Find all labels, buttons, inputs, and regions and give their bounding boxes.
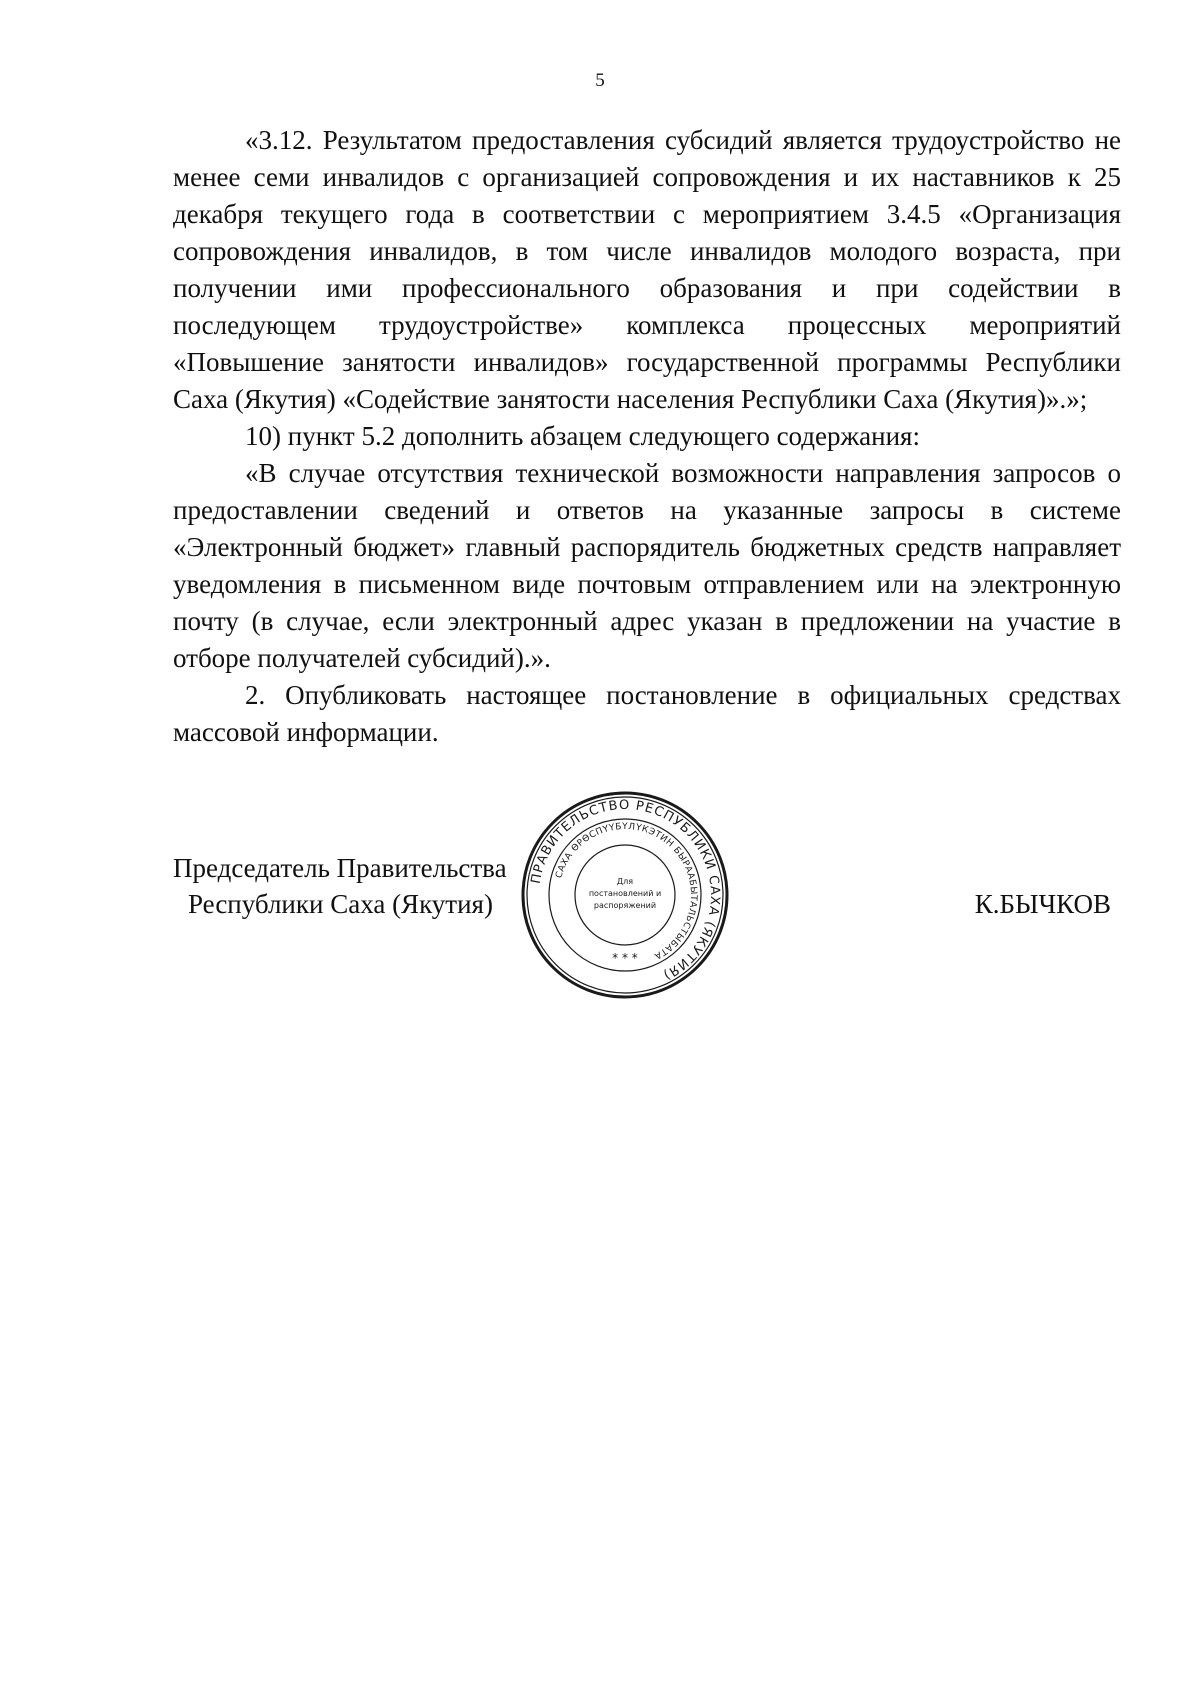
- signer-name: К.БЫЧКОВ: [974, 889, 1111, 919]
- seal-stars: * * *: [612, 951, 638, 965]
- seal-center-line3: распоряжений: [593, 901, 657, 910]
- paragraph-publish: 2. Опубликовать настоящее постановление в официальных средствах массовой информации.: [173, 680, 1121, 747]
- seal-outer-text: ПРАВИТЕЛЬСТВО РЕСПУБЛИКИ САХА (ЯКУТИЯ): [528, 797, 723, 983]
- signer-title-line1: Председатель Правительства: [173, 853, 507, 883]
- document-body: [173, 122, 1121, 751]
- paragraph-quoted-addition: «В случае отсутствия технической возможности направления запросов о предоставлении сведений и ответов на указанные запросы в системе «Электронный бюджет» главный распорядитель бюджетных средств направляет уведомления в письменном виде почтовым отправлением или на электронную почту (в случае, если электронный адрес указан в предложении на участие в отборе получателей субсидий).».: [173, 458, 1121, 673]
- paragraph-3-12: «3.12. Результатом предоставления субсидий является трудоустройство не менее семи инвалидов с организацией сопровождения и их наставников к 25 декабря текущего года в соответствии с мероприятием 3.4.5 «Организация сопровождения инвалидов, в том числе инвалидов молодого возраста, при получении ими профессионального образования и при содействии в последующем трудоустройстве» комплекса процессных мероприятий «Повышение занятости инвалидов» государственной программы Республики Саха (Якутия) «Содействие занятости населения Республики Саха (Якутия)».»;: [173, 125, 1121, 414]
- paragraph-item-10: 10) пункт 5.2 дополнить абзацем следующего содержания:: [245, 421, 920, 451]
- official-seal: [520, 790, 730, 1000]
- seal-inner-text: САХА ӨРӨСПҮҮБҮЛҮКЭТИН БЫРААБЫТАЛЬСТЫБАТА: [554, 821, 699, 961]
- page-number: 5: [595, 70, 605, 91]
- seal-center-line2: постановлений и: [588, 889, 662, 898]
- signer-title-line2: Республики Саха (Якутия): [188, 889, 493, 919]
- seal-center-line1: Для: [616, 877, 634, 886]
